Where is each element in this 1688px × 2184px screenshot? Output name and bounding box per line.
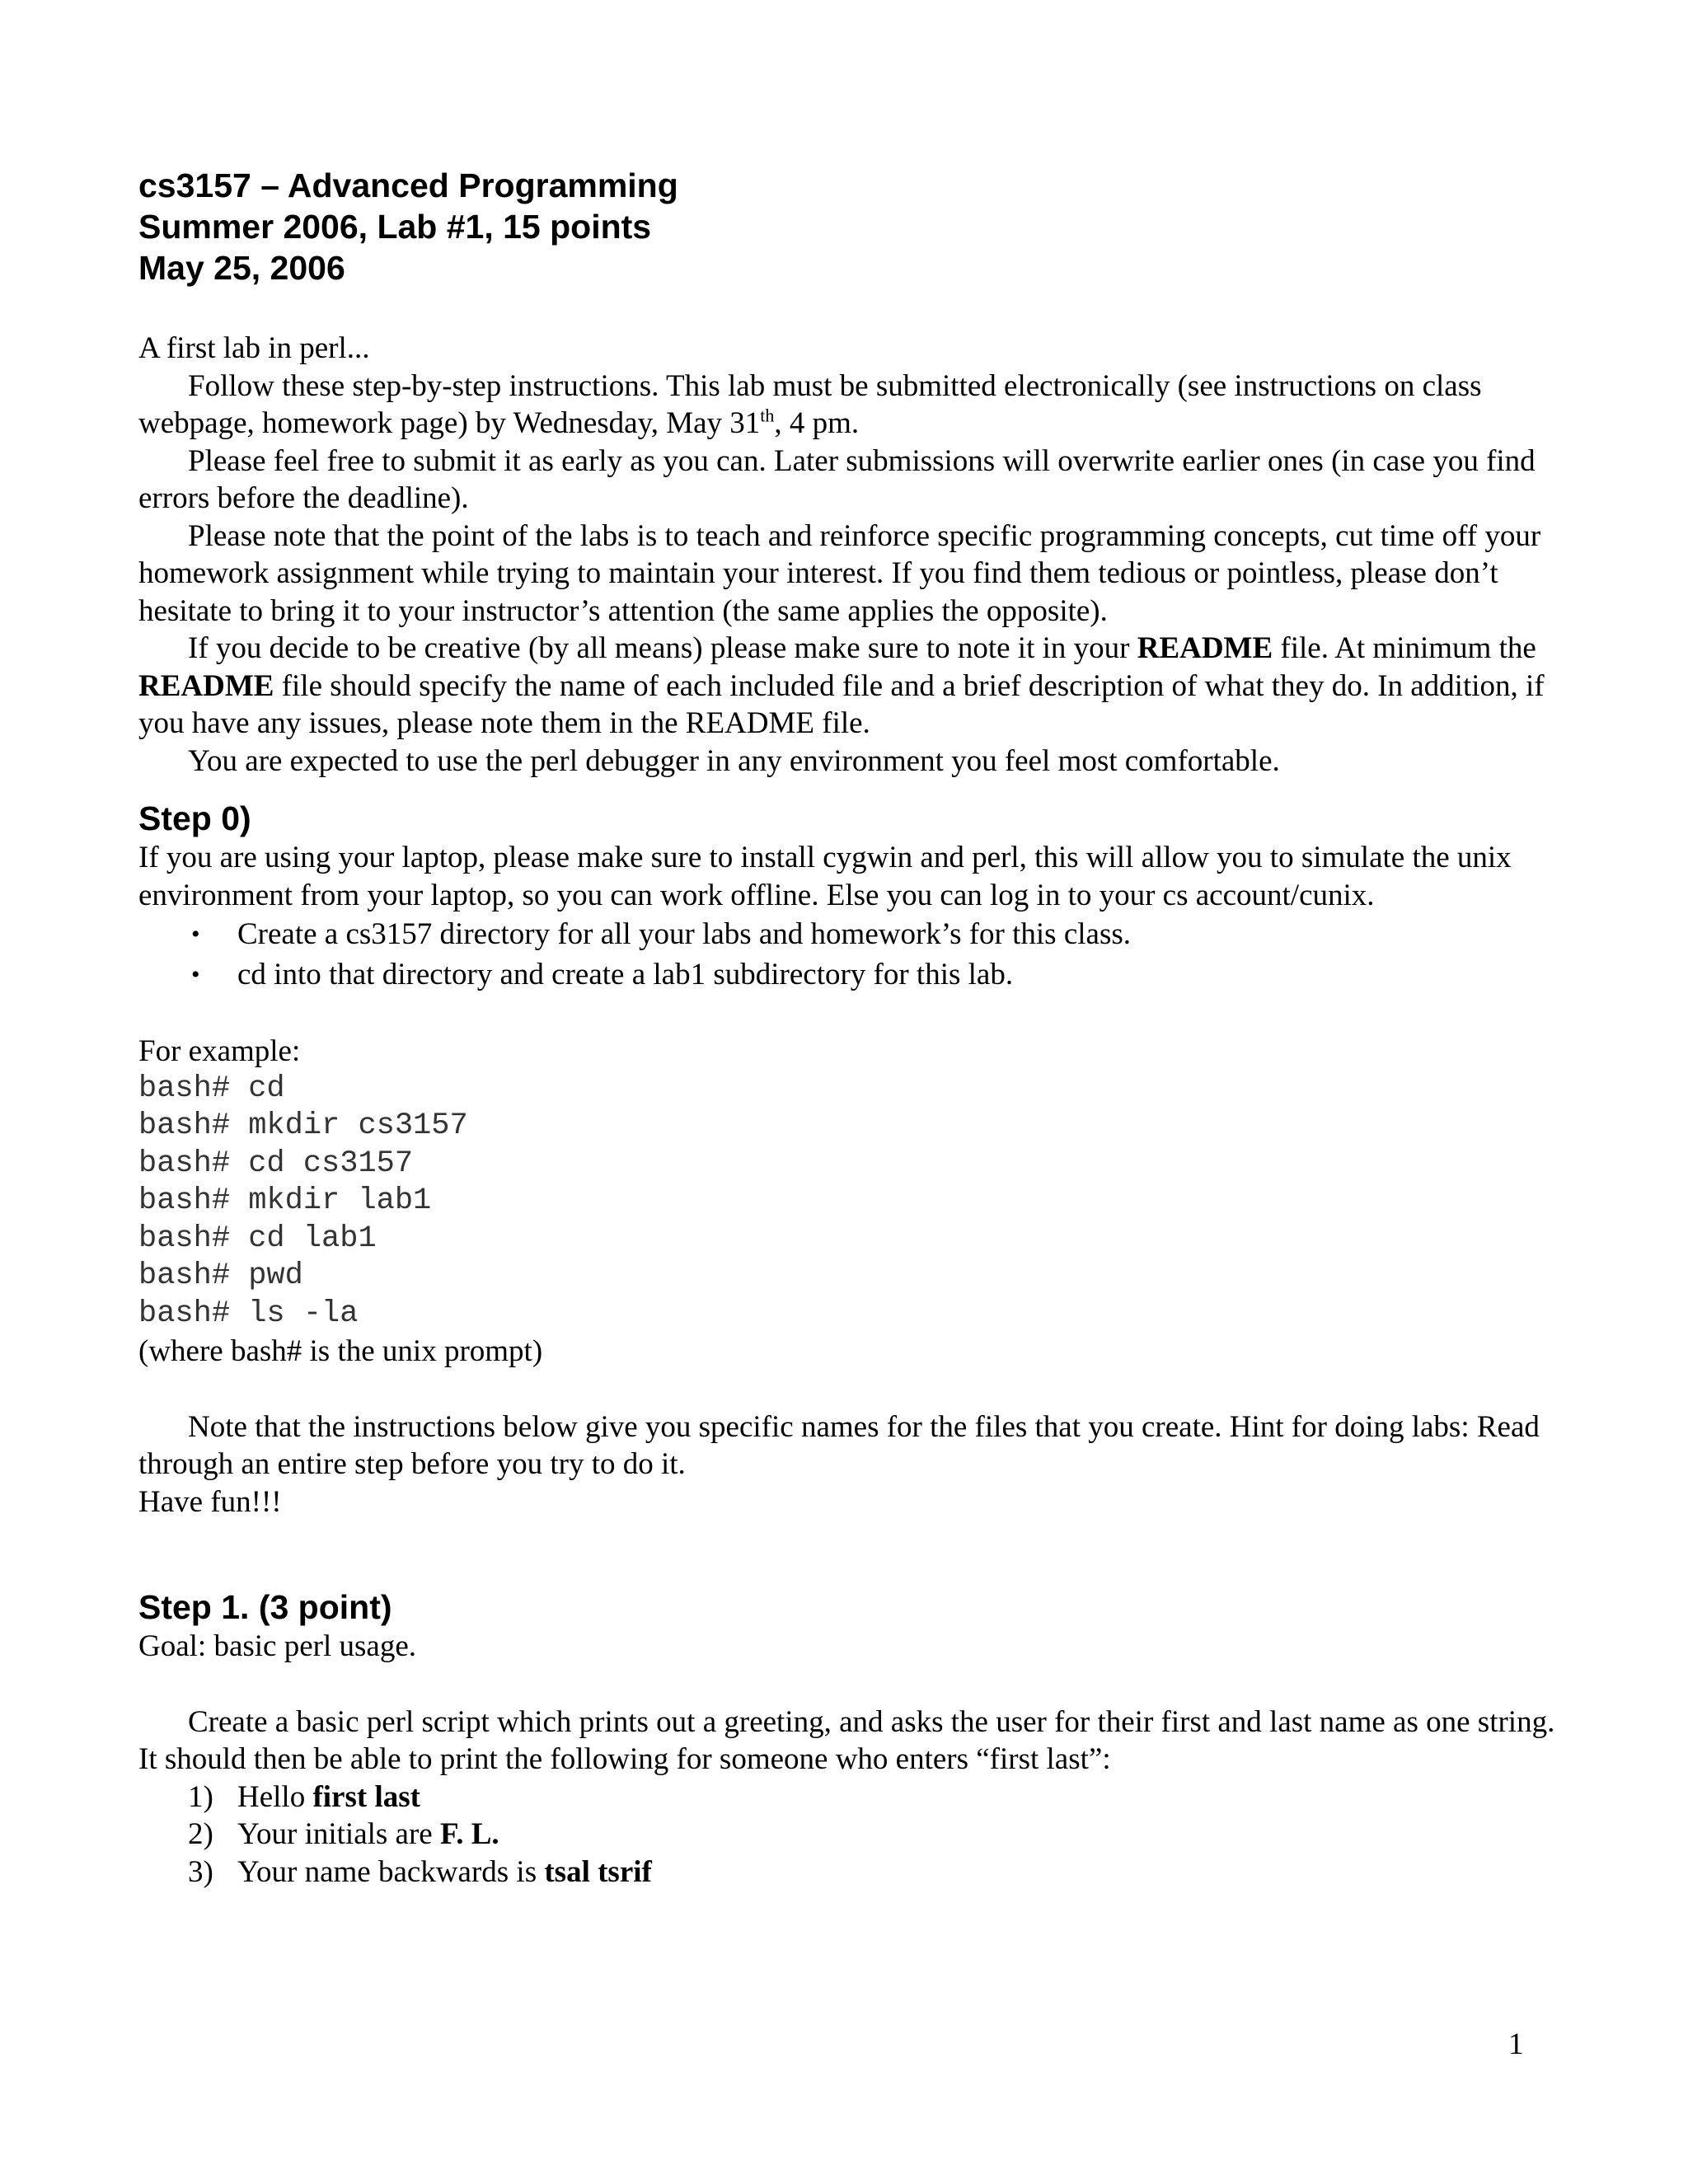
- step1-title: Step 1. (3 point): [138, 1588, 392, 1626]
- step0-text: If you are using your laptop, please make sure to install cygwin and perl, this will allow you to simulate the unix environment from your laptop, so you can work offline. Else you can log in to your cs account/cunix.: [138, 841, 1512, 912]
- bullet-marker: •: [191, 921, 200, 948]
- have-fun-text: Have fun!!!: [138, 1484, 282, 1519]
- code-line: bash# pwd: [138, 1258, 303, 1293]
- step1-goal: Goal: basic perl usage.: [138, 1629, 416, 1663]
- code-line: bash# cd lab1: [138, 1221, 377, 1256]
- step0-section: [138, 798, 1556, 1521]
- code-line: bash# cd: [138, 1071, 285, 1106]
- intro-section: [138, 330, 1556, 780]
- code-block: [138, 1071, 1556, 1333]
- step0-title: Step 0): [138, 799, 251, 837]
- lab-date: May 25, 2006: [138, 249, 345, 287]
- code-line: bash# ls -la: [138, 1296, 359, 1331]
- intro-paragraph-5: You are expected to use the perl debugger in any environment you feel most comfortable.: [188, 743, 1280, 778]
- bullet-marker: •: [191, 961, 200, 988]
- intro-paragraph-1: Follow these step-by-step instructions. This lab must be submitted electronically (see instructions on class webpage, homework page) by Wednesday, May 31th, 4 pm.: [138, 368, 1482, 440]
- code-note: (where bash# is the unix prompt): [138, 1334, 543, 1368]
- intro-paragraph-4: If you decide to be creative (by all means) please make sure to note it in your README file. At minimum the README file should specify the name of each included file and a brief description of what they do. In addition, if you have any issues, please note them in the README file.: [138, 631, 1545, 740]
- list-item: 2) Your initials are F. L.: [138, 1816, 1556, 1854]
- document-page: [138, 165, 1556, 1891]
- step1-numbered-list: [138, 1779, 1556, 1891]
- step0-bullet-list: [138, 914, 1556, 995]
- code-line: bash# mkdir cs3157: [138, 1108, 468, 1143]
- list-item: • cd into that directory and create a lab1 subdirectory for this lab.: [138, 954, 1556, 995]
- step1-section: [138, 1586, 1556, 1891]
- intro-first-line: A first lab in perl...: [138, 331, 370, 365]
- page-number: 1: [1508, 2027, 1524, 2061]
- step1-text: Create a basic perl script which prints out a greeting, and asks the user for their first and last name as one string. It should then be able to print the following for someone who enters “first last”:: [138, 1704, 1555, 1776]
- step0-note: Note that the instructions below give you specific names for the files that you create. Hint for doing labs: Read through an entire step before you try to do it.: [138, 1409, 1540, 1481]
- code-line: bash# cd cs3157: [138, 1146, 414, 1181]
- course-title: cs3157 – Advanced Programming: [138, 166, 678, 204]
- lab-title: Summer 2006, Lab #1, 15 points: [138, 208, 652, 246]
- list-item: • Create a cs3157 directory for all your labs and homework’s for this class.: [138, 914, 1556, 954]
- list-number: 3): [188, 1854, 213, 1889]
- code-line: bash# mkdir lab1: [138, 1183, 432, 1218]
- intro-paragraph-3: Please note that the point of the labs is to teach and reinforce specific programming concepts, cut time off your homework assignment while trying to maintain your interest. If you find them tedious or pointless, please don’t hesitate to bring it to your instructor’s attention (the same applies the opposite).: [138, 518, 1541, 628]
- list-item: 1) Hello first last: [138, 1779, 1556, 1816]
- document-header: [138, 165, 1556, 288]
- list-number: 1): [188, 1779, 213, 1814]
- list-number: 2): [188, 1817, 213, 1851]
- list-item: 3) Your name backwards is tsal tsrif: [138, 1854, 1556, 1891]
- intro-paragraph-2: Please feel free to submit it as early as you can. Later submissions will overwrite earlier ones (in case you find errors before the deadline).: [138, 443, 1536, 515]
- example-label: For example:: [138, 1034, 301, 1068]
